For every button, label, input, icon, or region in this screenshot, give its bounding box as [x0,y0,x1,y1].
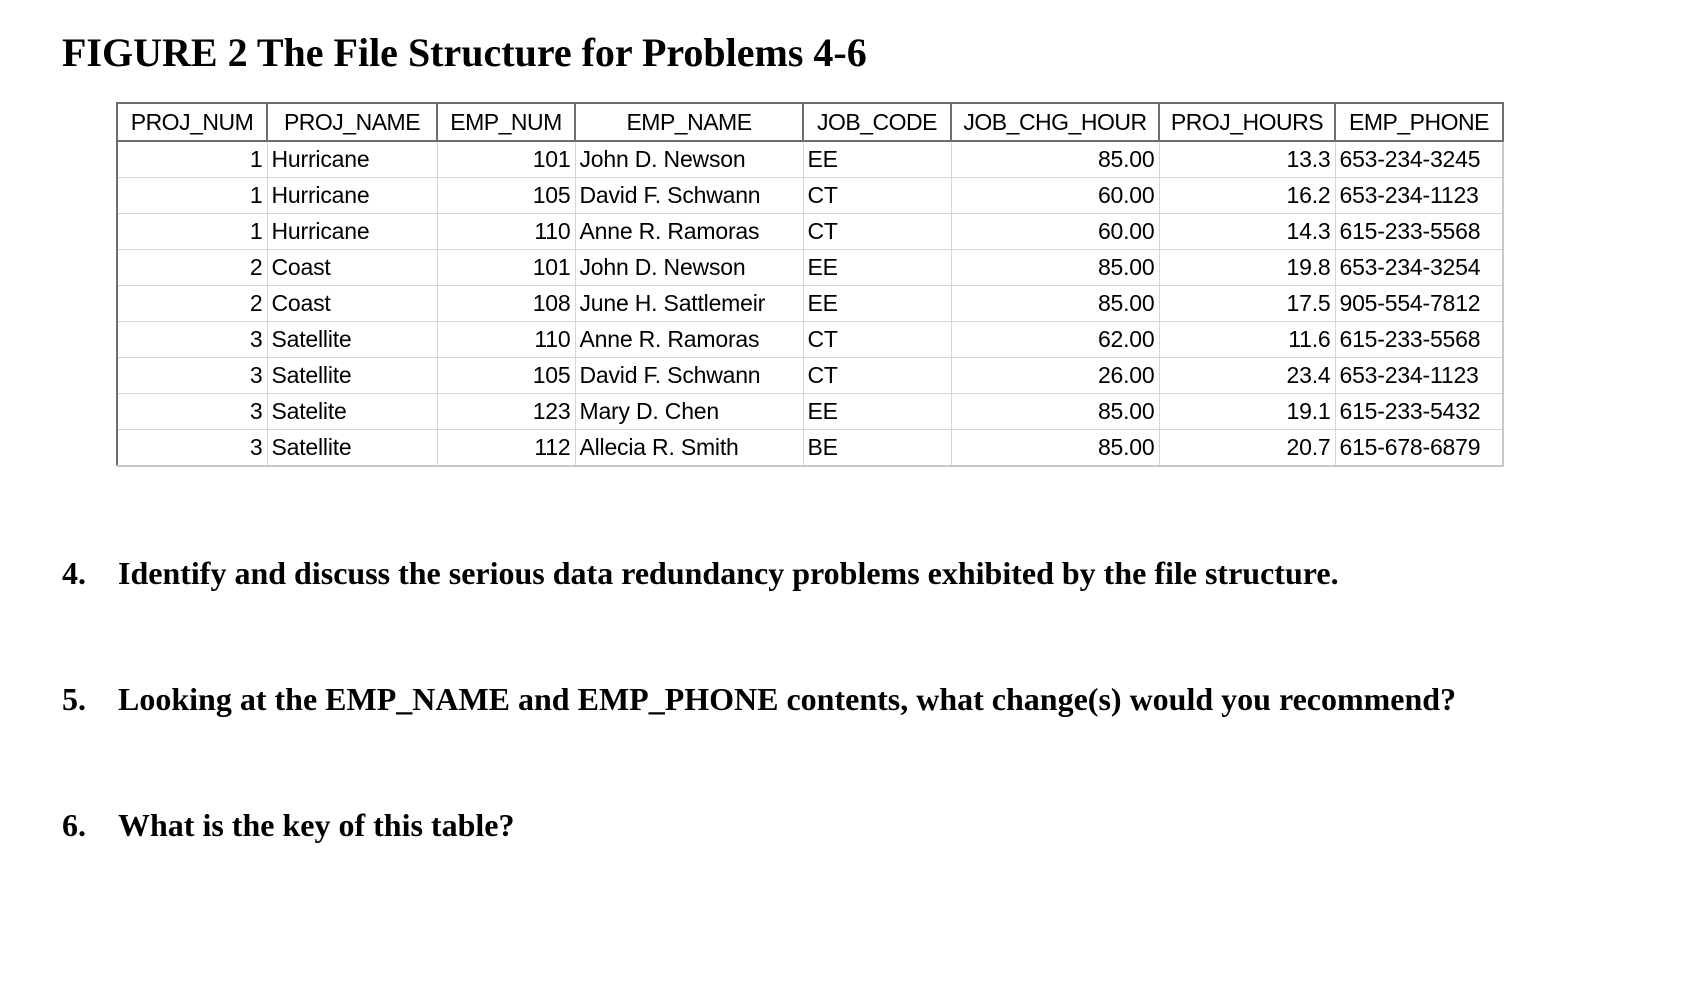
cell-proj-hours: 16.2 [1159,178,1335,214]
column-header-job-code: JOB_CODE [803,103,951,141]
cell-proj-hours: 14.3 [1159,214,1335,250]
column-header-emp-phone: EMP_PHONE [1335,103,1503,141]
cell-job-code: BE [803,430,951,467]
cell-proj-name: Hurricane [267,214,437,250]
cell-proj-name: Satellite [267,430,437,467]
question-5-text: Looking at the EMP_NAME and EMP_PHONE contents, what change(s) would you recommend? [118,681,1457,717]
table-row [117,141,1503,178]
cell-emp-phone: 615-678-6879 [1335,430,1503,467]
column-header-proj-hours: PROJ_HOURS [1159,103,1335,141]
question-6 [62,804,1522,846]
cell-emp-num: 110 [437,214,575,250]
cell-emp-phone: 653-234-1123 [1335,178,1503,214]
cell-emp-phone: 615-233-5568 [1335,322,1503,358]
cell-proj-hours: 19.1 [1159,394,1335,430]
cell-emp-num: 101 [437,141,575,178]
table-row [117,286,1503,322]
cell-proj-num: 3 [117,394,267,430]
column-header-emp-name: EMP_NAME [575,103,803,141]
file-structure-table [116,102,1504,467]
question-6-text: What is the key of this table? [118,807,515,843]
cell-proj-num: 1 [117,141,267,178]
question-5-number: 5. [62,681,86,717]
cell-emp-name: Allecia R. Smith [575,430,803,467]
cell-job-code: EE [803,286,951,322]
cell-proj-name: Satelite [267,394,437,430]
cell-proj-hours: 11.6 [1159,322,1335,358]
cell-emp-name: Anne R. Ramoras [575,214,803,250]
cell-proj-name: Hurricane [267,141,437,178]
cell-proj-hours: 23.4 [1159,358,1335,394]
cell-proj-hours: 19.8 [1159,250,1335,286]
cell-job-code: CT [803,178,951,214]
cell-job-chg-hour: 60.00 [951,178,1159,214]
cell-job-chg-hour: 85.00 [951,250,1159,286]
cell-job-chg-hour: 85.00 [951,394,1159,430]
cell-emp-phone: 905-554-7812 [1335,286,1503,322]
cell-job-chg-hour: 85.00 [951,286,1159,322]
cell-emp-name: John D. Newson [575,250,803,286]
cell-job-code: CT [803,322,951,358]
cell-proj-hours: 17.5 [1159,286,1335,322]
cell-emp-num: 108 [437,286,575,322]
table-row [117,358,1503,394]
cell-proj-num: 2 [117,250,267,286]
cell-emp-name: Anne R. Ramoras [575,322,803,358]
cell-job-chg-hour: 62.00 [951,322,1159,358]
cell-emp-num: 112 [437,430,575,467]
cell-job-code: EE [803,141,951,178]
table-row [117,214,1503,250]
cell-job-code: CT [803,358,951,394]
cell-emp-name: David F. Schwann [575,178,803,214]
column-header-proj-name: PROJ_NAME [267,103,437,141]
cell-job-chg-hour: 26.00 [951,358,1159,394]
figure-title: FIGURE 2 The File Structure for Problems 4-6 [62,30,867,75]
question-4-text: Identify and discuss the serious data redundancy problems exhibited by the file structure. [118,555,1339,591]
cell-job-chg-hour: 85.00 [951,141,1159,178]
cell-job-code: CT [803,214,951,250]
cell-emp-num: 110 [437,322,575,358]
cell-job-code: EE [803,394,951,430]
table-row [117,322,1503,358]
column-header-emp-num: EMP_NUM [437,103,575,141]
table-header-row [117,103,1503,141]
cell-proj-name: Satellite [267,358,437,394]
cell-proj-name: Coast [267,250,437,286]
table-row [117,178,1503,214]
cell-emp-num: 101 [437,250,575,286]
cell-proj-num: 1 [117,178,267,214]
cell-emp-phone: 615-233-5432 [1335,394,1503,430]
table-row [117,250,1503,286]
cell-proj-num: 1 [117,214,267,250]
cell-emp-name: David F. Schwann [575,358,803,394]
cell-proj-hours: 13.3 [1159,141,1335,178]
cell-emp-phone: 653-234-1123 [1335,358,1503,394]
file-structure-table-container [116,102,1504,467]
cell-emp-num: 105 [437,178,575,214]
cell-emp-phone: 653-234-3254 [1335,250,1503,286]
cell-proj-hours: 20.7 [1159,430,1335,467]
table-row [117,394,1503,430]
question-4-number: 4. [62,555,86,591]
cell-proj-name: Coast [267,286,437,322]
question-6-number: 6. [62,807,86,843]
cell-job-chg-hour: 85.00 [951,430,1159,467]
question-5 [62,678,1602,720]
cell-proj-num: 2 [117,286,267,322]
cell-emp-name: June H. Sattlemeir [575,286,803,322]
cell-proj-num: 3 [117,322,267,358]
cell-emp-name: John D. Newson [575,141,803,178]
question-4 [62,552,1522,594]
cell-emp-phone: 653-234-3245 [1335,141,1503,178]
table-body [117,141,1503,466]
cell-proj-num: 3 [117,358,267,394]
cell-proj-name: Satellite [267,322,437,358]
cell-job-chg-hour: 60.00 [951,214,1159,250]
column-header-job-chg-hour: JOB_CHG_HOUR [951,103,1159,141]
column-header-proj-num: PROJ_NUM [117,103,267,141]
cell-emp-name: Mary D. Chen [575,394,803,430]
cell-emp-phone: 615-233-5568 [1335,214,1503,250]
cell-job-code: EE [803,250,951,286]
cell-proj-name: Hurricane [267,178,437,214]
table-row [117,430,1503,467]
cell-proj-num: 3 [117,430,267,467]
cell-emp-num: 105 [437,358,575,394]
cell-emp-num: 123 [437,394,575,430]
